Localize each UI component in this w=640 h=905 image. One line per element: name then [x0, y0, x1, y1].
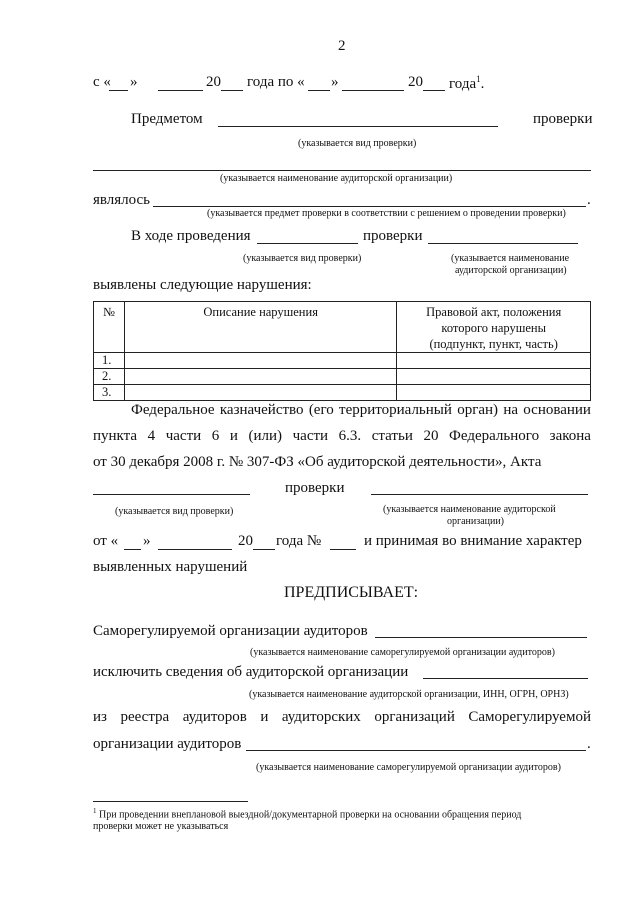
- violation-description-cell[interactable]: [124, 385, 396, 401]
- during-check-type-hint: (указывается вид проверки): [243, 253, 362, 264]
- was-label: являлось: [93, 192, 151, 208]
- exclude-label: исключить сведения об аудиторской организации: [93, 664, 409, 680]
- period-day-to-field[interactable]: [308, 90, 330, 91]
- exclude-org-field[interactable]: [423, 678, 588, 679]
- orders-heading: ПРЕДПИСЫВАЕТ:: [284, 584, 419, 601]
- violation-description-cell[interactable]: [124, 369, 396, 385]
- was-subject-hint: (указывается предмет проверки в соответствии с решением о проведении проверки): [207, 208, 566, 219]
- period-end-label: года$^1$.: [449, 74, 485, 92]
- footnote-line1: $^1$ При проведении внеплановой выездной/документарной проверки на основании обращения период: [93, 807, 522, 821]
- period-year-from-field[interactable]: [221, 90, 243, 91]
- act-org-name-field[interactable]: [371, 494, 588, 495]
- registry-line1: из реестра аудиторов и аудиторских организаций Саморегулируемой: [93, 709, 591, 725]
- footnote-reference[interactable]: 1: [476, 74, 481, 84]
- subject-word-check: проверки: [533, 111, 593, 127]
- act-date-tail: и принимая во внимание характер: [364, 533, 582, 549]
- registry-line2: организации аудиторов: [93, 736, 242, 752]
- column-header-legal-act: Правовой акт, положения которого нарушены (подпункт, пункт, часть): [397, 302, 591, 353]
- act-number-label: года №: [276, 533, 322, 549]
- legal-act-cell[interactable]: [397, 353, 591, 369]
- act-number-field[interactable]: [330, 549, 356, 550]
- period-year-prefix-1: 20: [206, 74, 221, 90]
- legal-act-cell[interactable]: [397, 369, 591, 385]
- period-year-to-field[interactable]: [423, 90, 445, 91]
- period-quote-2: »: [331, 74, 339, 90]
- page-number: 2: [338, 38, 346, 54]
- act-org-hint-line2: организации): [447, 516, 505, 527]
- during-org-hint-line1: (указывается наименование: [451, 253, 570, 264]
- subject-label: Предметом: [131, 111, 203, 127]
- period-month-from-field[interactable]: [158, 90, 203, 91]
- registry-dot: .: [587, 736, 591, 752]
- subject-check-type-field[interactable]: [218, 126, 498, 127]
- exclude-org-hint: (указывается наименование аудиторской организации, ИНН, ОГРН, ОРНЗ): [249, 689, 569, 700]
- registry-sro-field[interactable]: [246, 750, 586, 751]
- was-dot: .: [587, 192, 591, 208]
- period-mid-label: года по «: [247, 74, 305, 90]
- subject-org-name-hint: (указывается наименование аудиторской организации): [220, 173, 453, 184]
- period-day-from-field[interactable]: [109, 90, 128, 91]
- treasury-paragraph-line1: Федеральное казначейство (его территориальный орган) на основании: [131, 402, 591, 418]
- act-year-field[interactable]: [253, 549, 275, 550]
- during-word-check: проверки: [363, 228, 423, 244]
- during-label: В ходе проведения: [131, 228, 251, 244]
- sro-name-field[interactable]: [375, 637, 587, 638]
- legal-act-cell[interactable]: [397, 385, 591, 401]
- subject-check-type-hint: (указывается вид проверки): [298, 138, 417, 149]
- violation-description-cell[interactable]: [124, 353, 396, 369]
- act-org-hint-line1: (указывается наименование аудиторской: [383, 504, 556, 515]
- period-month-to-field[interactable]: [342, 90, 404, 91]
- sro-label: Саморегулируемой организации аудиторов: [93, 623, 368, 639]
- column-header-description: Описание нарушения: [124, 302, 396, 353]
- period-year-prefix-2: 20: [408, 74, 423, 90]
- period-quote-1: »: [130, 74, 138, 90]
- violations-table: [93, 301, 591, 401]
- footnote-separator: [93, 801, 248, 802]
- table-row: [94, 353, 591, 369]
- act-month-field[interactable]: [158, 549, 232, 550]
- act-date-quote: »: [143, 533, 151, 549]
- period-from-label: с «: [93, 74, 111, 90]
- row-number: 3.: [94, 385, 125, 401]
- act-check-type-hint: (указывается вид проверки): [115, 506, 234, 517]
- during-org-name-field[interactable]: [428, 243, 578, 244]
- act-date-from-label: от «: [93, 533, 119, 549]
- table-row: [94, 369, 591, 385]
- sro-name-hint: (указывается наименование саморегулируемой организации аудиторов): [250, 647, 555, 658]
- registry-sro-hint: (указывается наименование саморегулируемой организации аудиторов): [256, 762, 561, 773]
- column-header-number: №: [94, 302, 125, 353]
- was-subject-field[interactable]: [153, 206, 586, 207]
- act-word-check: проверки: [285, 480, 345, 496]
- row-number: 2.: [94, 369, 125, 385]
- violations-intro: выявлены следующие нарушения:: [93, 277, 312, 293]
- act-year-prefix: 20: [238, 533, 253, 549]
- violations-tail: выявленных нарушений: [93, 559, 248, 575]
- table-header-row: [94, 302, 591, 353]
- row-number: 1.: [94, 353, 125, 369]
- treasury-paragraph-line2: пункта 4 части 6 и (или) части 6.3. статьи 20 Федерального закона: [93, 428, 591, 444]
- subject-org-name-field[interactable]: [93, 170, 591, 171]
- act-day-field[interactable]: [124, 549, 141, 550]
- during-check-type-field[interactable]: [257, 243, 358, 244]
- table-row: [94, 385, 591, 401]
- during-org-hint-line2: аудиторской организации): [455, 265, 567, 276]
- act-check-type-field[interactable]: [93, 494, 250, 495]
- footnote-line2: проверки может не указываться: [93, 821, 229, 832]
- treasury-paragraph-line3: от 30 декабря 2008 г. № 307-ФЗ «Об аудиторской деятельности», Акта: [93, 454, 542, 470]
